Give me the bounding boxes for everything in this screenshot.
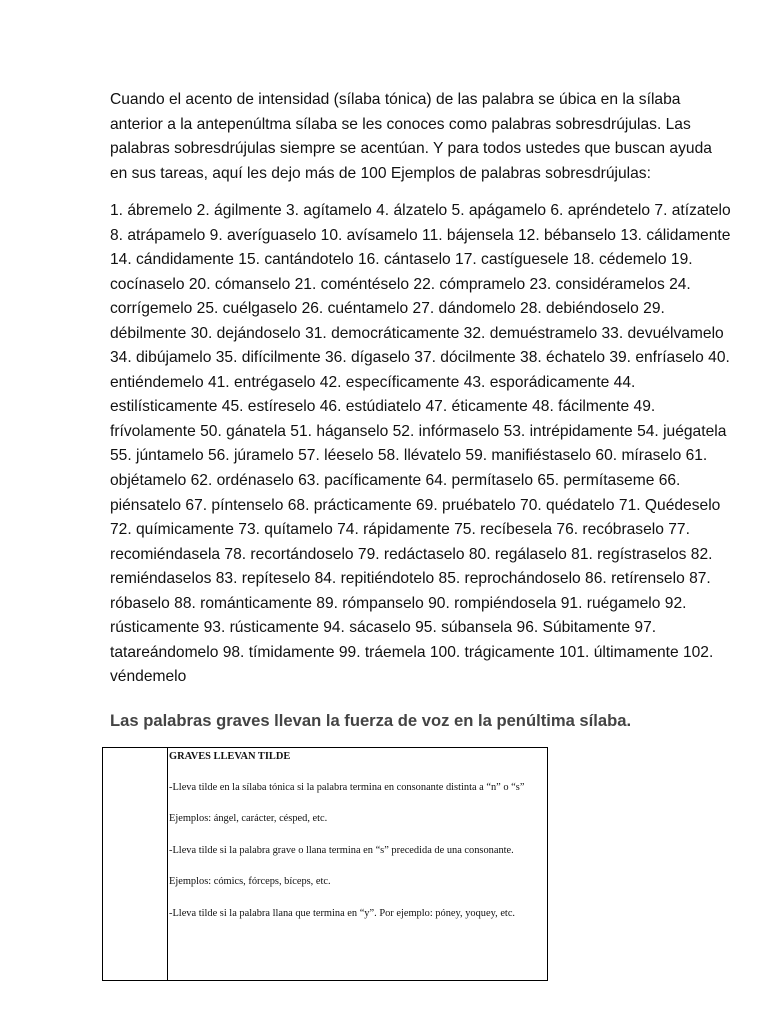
table-example-2: Ejemplos: cómics, fórceps, bíceps, etc. xyxy=(169,876,331,887)
table-empty-column xyxy=(103,748,168,980)
table-content-column xyxy=(169,751,541,939)
table-rule-1: -Lleva tilde en la sílaba tónica si la palabra termina en consonante distinta a “n” o “s” xyxy=(169,781,525,793)
rules-table xyxy=(102,747,548,981)
table-example-1: Ejemplos: ángel, carácter, césped, etc. xyxy=(169,813,328,824)
examples-word-list: 1. ábremelo 2. ágilmente 3. agítamelo 4. álzatelo 5. apágamelo 6. apréndetelo 7. atízatelo 8. atrápamelo 9. averíguaselo 10. avísamelo 11. bájenselа 12. bébanselo 13. cálidamente 14. cándidamente 15. cantándotelo 16. cántaselo 17. castíguesele 18. cédemelo 19. cocínaselo 20. cómanselo 21. coméntéselo 22. cómpramelo 23. considéramelos 24. corrígemelo 25. cuélgaselo 26. cuéntamelo 27. dándomelo 28. debiéndoselo 29. débilmente 30. dejándoselo 31. democráticamente 32. demuéstramelo 33. devuélvamelo 34. dibújamelo 35. difícilmente 36. dígaselo 37. dócilmente 38. échatelo 39. enfríaselo 40. entiéndemelo 41. entrégaselo 42. específicamente 43. esporádicamente 44. estilísticamente 45. estíreselo 46. estúdiatelo 47. éticamente 48. fácilmente 49. frívolamente 50. gánatela 51. háganselo 52. infórmaselo 53. intrépidamente 54. juégatela 55. júntamelo 56. júramelo 57. léeselo 58. llévatelo 59. manifiéstaselo 60. míraselo 61. objétamelo 62. ordénaselo 63. pacíficamente 64. permítaselo 65. permítaseme 66. piénsatelo 67. píntenselo 68. prácticamente 69. pruébatelo 70. quédatelo 71. Quédeselo 72. químicamente 73. quítamelo 74. rápidamente 75. recíbesela 76. recóbraselo 77. recomiéndasela 78. recortándoselo 79. redáctaselo 80. regálaselo 81. regístraselos 82. remiéndaselos 83. repíteselo 84. repitiéndotelo 85. reprochándoselo 86. retírenselo 87. róbaselo 88. románticamente 89. rómpanselo 90. rompiéndosela 91. ruégamelo 92. rústicamente 93. rústicamente 94. sácaselo 95. súbanselа 96. Súbitamente 97. tatareándomelo 98. tímidamente 99. tráemela 100. trágicamente 101. últimamente 102. véndemelo xyxy=(110,202,731,686)
intro-paragraph: Cuando el acento de intensidad (sílaba tónica) de las palabra se úbica en la sílaba anterior a la antepenúltma sílaba se les conoces como palabras sobresdrújulas. Las palabras sobresdrújulas siempre se acentúan. Y para todos ustedes que buscan ayuda en sus tareas, aquí les dejo más de 100 Ejemplos de palabras sobresdrújulas: xyxy=(110,91,712,182)
section-heading: Las palabras graves llevan la fuerza de voz en la penúltima sílaba. xyxy=(110,711,632,730)
table-rule-3: -Lleva tilde si la palabra llana que termina en “y”. Por ejemplo: póney, yoquey, etc. xyxy=(169,907,516,919)
table-rule-2: -Lleva tilde si la palabra grave o llana termina en “s” precedida de una consonante. xyxy=(169,844,514,856)
table-title: GRAVES LLEVAN TILDE xyxy=(169,751,291,762)
